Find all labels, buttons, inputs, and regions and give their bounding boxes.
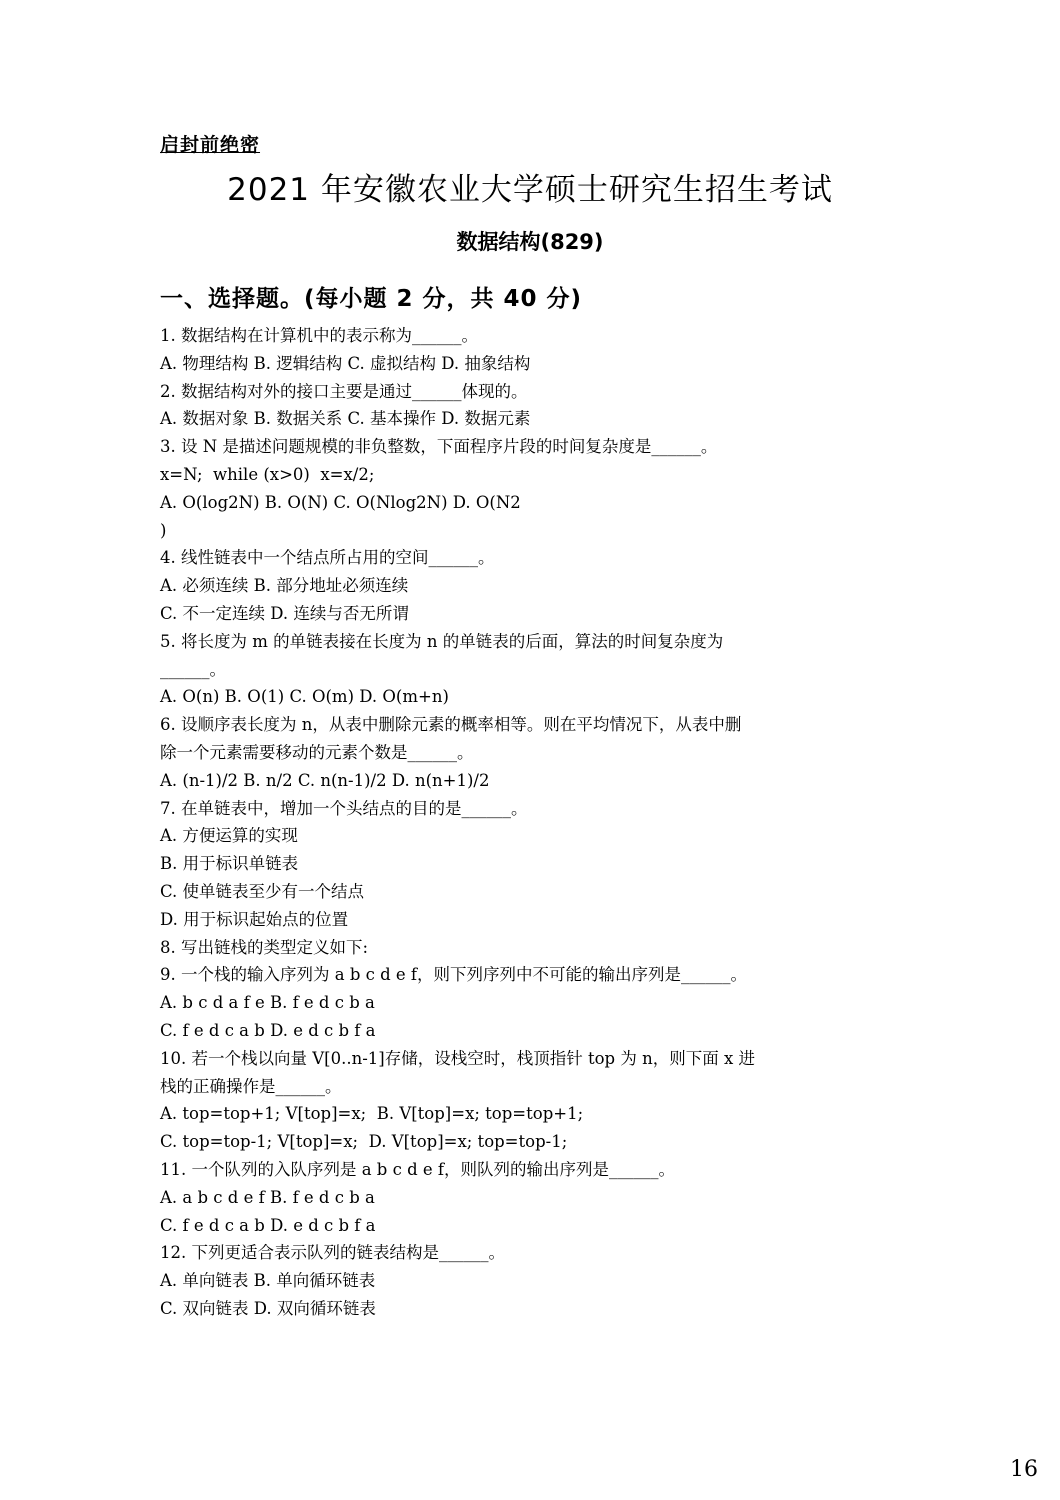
question-line: C. 使单链表至少有一个结点 <box>160 881 365 901</box>
confidential-label: 启封前绝密 <box>160 134 261 156</box>
question-line: A. 方便运算的实现 <box>160 826 298 846</box>
question-line: D. 用于标识起始点的位置 <box>160 909 349 929</box>
question-line: C. f e d c a b D. e d c b f a <box>160 1020 376 1040</box>
question-line: 9. 一个栈的输入序列为 a b c d e f，则下列序列中不可能的输出序列是______。 <box>160 965 748 985</box>
question-line: ______。 <box>160 659 226 679</box>
question-line: ) <box>160 520 167 540</box>
question-line: A. 必须连续 B. 部分地址必须连续 <box>160 576 409 596</box>
question-line: 4. 线性链表中一个结点所占用的空间______。 <box>160 548 495 568</box>
question-line: A. O(n) B. O(1) C. O(m) D. O(m+n) <box>160 687 449 707</box>
question-line: 11. 一个队列的入队序列是 a b c d e f，则队列的输出序列是______。 <box>160 1159 676 1179</box>
question-line: A. O(log2N) B. O(N) C. O(Nlog2N) D. O(N2 <box>160 492 521 512</box>
question-line: 1. 数据结构在计算机中的表示称为______。 <box>160 326 478 345</box>
question-line: A. (n-1)/2 B. n/2 C. n(n-1)/2 D. n(n+1)/2 <box>160 770 490 790</box>
question-line: C. 不一定连续 D. 连续与否无所谓 <box>160 603 409 623</box>
question-line: A. 数据对象 B. 数据关系 C. 基本操作 D. 数据元素 <box>160 409 531 429</box>
exam-title: 2021 年安徽农业大学硕士研究生招生考试 <box>227 172 833 208</box>
question-line: 2. 数据结构对外的接口主要是通过______体现的。 <box>160 381 528 401</box>
question-line: 10. 若一个栈以向量 V[0..n-1]存储，设栈空时，栈顶指针 top 为 n，则下面 x 进 <box>160 1048 755 1068</box>
question-line: 8. 写出链栈的类型定义如下: <box>160 937 369 957</box>
question-line: B. 用于标识单链表 <box>160 854 299 874</box>
page-number: 16 <box>1010 1457 1038 1482</box>
question-line: C. f e d c a b D. e d c b f a <box>160 1215 376 1235</box>
question-body <box>160 322 880 1323</box>
question-line: 7. 在单链表中，增加一个头结点的目的是______。 <box>160 798 528 818</box>
question-line: A. 单向链表 B. 单向循环链表 <box>160 1271 376 1291</box>
question-line: x=N; while (x>0) x=x/2; <box>160 464 375 484</box>
exam-subject: 数据结构(829) <box>456 230 604 254</box>
question-line: 5. 将长度为 m 的单链表接在长度为 n 的单链表的后面，算法的时间复杂度为 <box>160 631 724 651</box>
question-line: A. top=top+1; V[top]=x; B. V[top]=x; top=top+1; <box>160 1104 584 1124</box>
question-line: 12. 下列更适合表示队列的链表结构是______。 <box>160 1243 505 1263</box>
question-line: A. a b c d e f B. f e d c b a <box>160 1187 375 1207</box>
question-line: 6. 设顺序表长度为 n，从表中删除元素的概率相等。则在平均情况下，从表中删 <box>160 715 742 735</box>
question-line: 除一个元素需要移动的元素个数是______。 <box>160 742 474 762</box>
question-line: 栈的正确操作是______。 <box>160 1076 342 1096</box>
question-line: 3. 设 N 是描述问题规模的非负整数，下面程序片段的时间复杂度是______。 <box>160 437 718 457</box>
section-heading: 一、选择题。(每小题 2 分，共 40 分) <box>160 286 583 312</box>
question-line: C. top=top-1; V[top]=x; D. V[top]=x; top=top-1; <box>160 1132 568 1152</box>
question-line: A. 物理结构 B. 逻辑结构 C. 虚拟结构 D. 抽象结构 <box>160 353 531 373</box>
question-line: A. b c d a f e B. f e d c b a <box>160 993 375 1013</box>
question-line: C. 双向链表 D. 双向循环链表 <box>160 1298 376 1318</box>
